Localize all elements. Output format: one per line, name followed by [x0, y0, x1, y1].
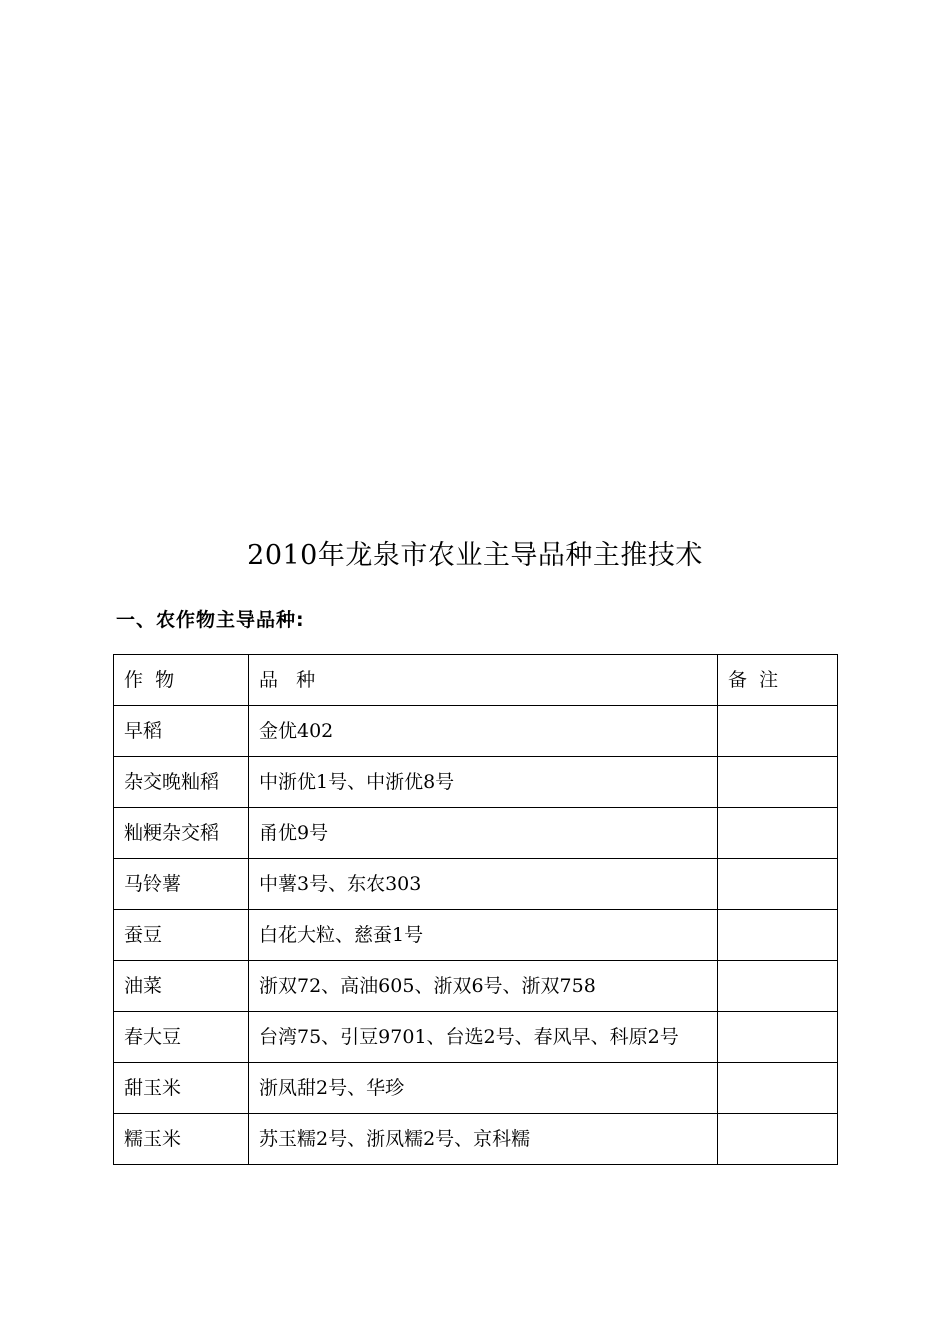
- note-cell: [718, 757, 838, 808]
- section-heading: 一、农作物主导品种:: [116, 609, 305, 631]
- table-row: [114, 859, 838, 910]
- crop-cell: 春大豆: [114, 1012, 249, 1063]
- variety-cell: 台湾75、引豆9701、台选2号、春风早、科原2号: [249, 1012, 718, 1063]
- table-row: [114, 706, 838, 757]
- variety-cell: 金优402: [249, 706, 718, 757]
- note-cell: [718, 910, 838, 961]
- note-cell: [718, 859, 838, 910]
- variety-cell: 甬优9号: [249, 808, 718, 859]
- page-title: 2010年龙泉市农业主导品种主推技术: [247, 540, 703, 571]
- note-cell: [718, 1063, 838, 1114]
- note-cell: [718, 706, 838, 757]
- crop-cell: 糯玉米: [114, 1114, 249, 1165]
- header-variety: 品 种: [249, 655, 718, 706]
- note-cell: [718, 1114, 838, 1165]
- variety-cell: 苏玉糯2号、浙凤糯2号、京科糯: [249, 1114, 718, 1165]
- variety-cell: 中薯3号、东农303: [249, 859, 718, 910]
- crop-variety-table: [113, 654, 838, 1165]
- crop-cell: 杂交晚籼稻: [114, 757, 249, 808]
- table-row: [114, 757, 838, 808]
- crop-cell: 籼粳杂交稻: [114, 808, 249, 859]
- header-crop: 作 物: [114, 655, 249, 706]
- variety-cell: 浙凤甜2号、华珍: [249, 1063, 718, 1114]
- table-row: [114, 1114, 838, 1165]
- crop-cell: 甜玉米: [114, 1063, 249, 1114]
- table-row: [114, 1012, 838, 1063]
- table-row: [114, 910, 838, 961]
- variety-cell: 中浙优1号、中浙优8号: [249, 757, 718, 808]
- crop-cell: 油菜: [114, 961, 249, 1012]
- note-cell: [718, 808, 838, 859]
- variety-cell: 白花大粒、慈蚕1号: [249, 910, 718, 961]
- table-row: [114, 1063, 838, 1114]
- header-note: 备 注: [718, 655, 838, 706]
- crop-cell: 马铃薯: [114, 859, 249, 910]
- table-header-row: [114, 655, 838, 706]
- crop-cell: 蚕豆: [114, 910, 249, 961]
- note-cell: [718, 1012, 838, 1063]
- variety-cell: 浙双72、高油605、浙双6号、浙双758: [249, 961, 718, 1012]
- table-row: [114, 961, 838, 1012]
- note-cell: [718, 961, 838, 1012]
- table-row: [114, 808, 838, 859]
- crop-cell: 早稻: [114, 706, 249, 757]
